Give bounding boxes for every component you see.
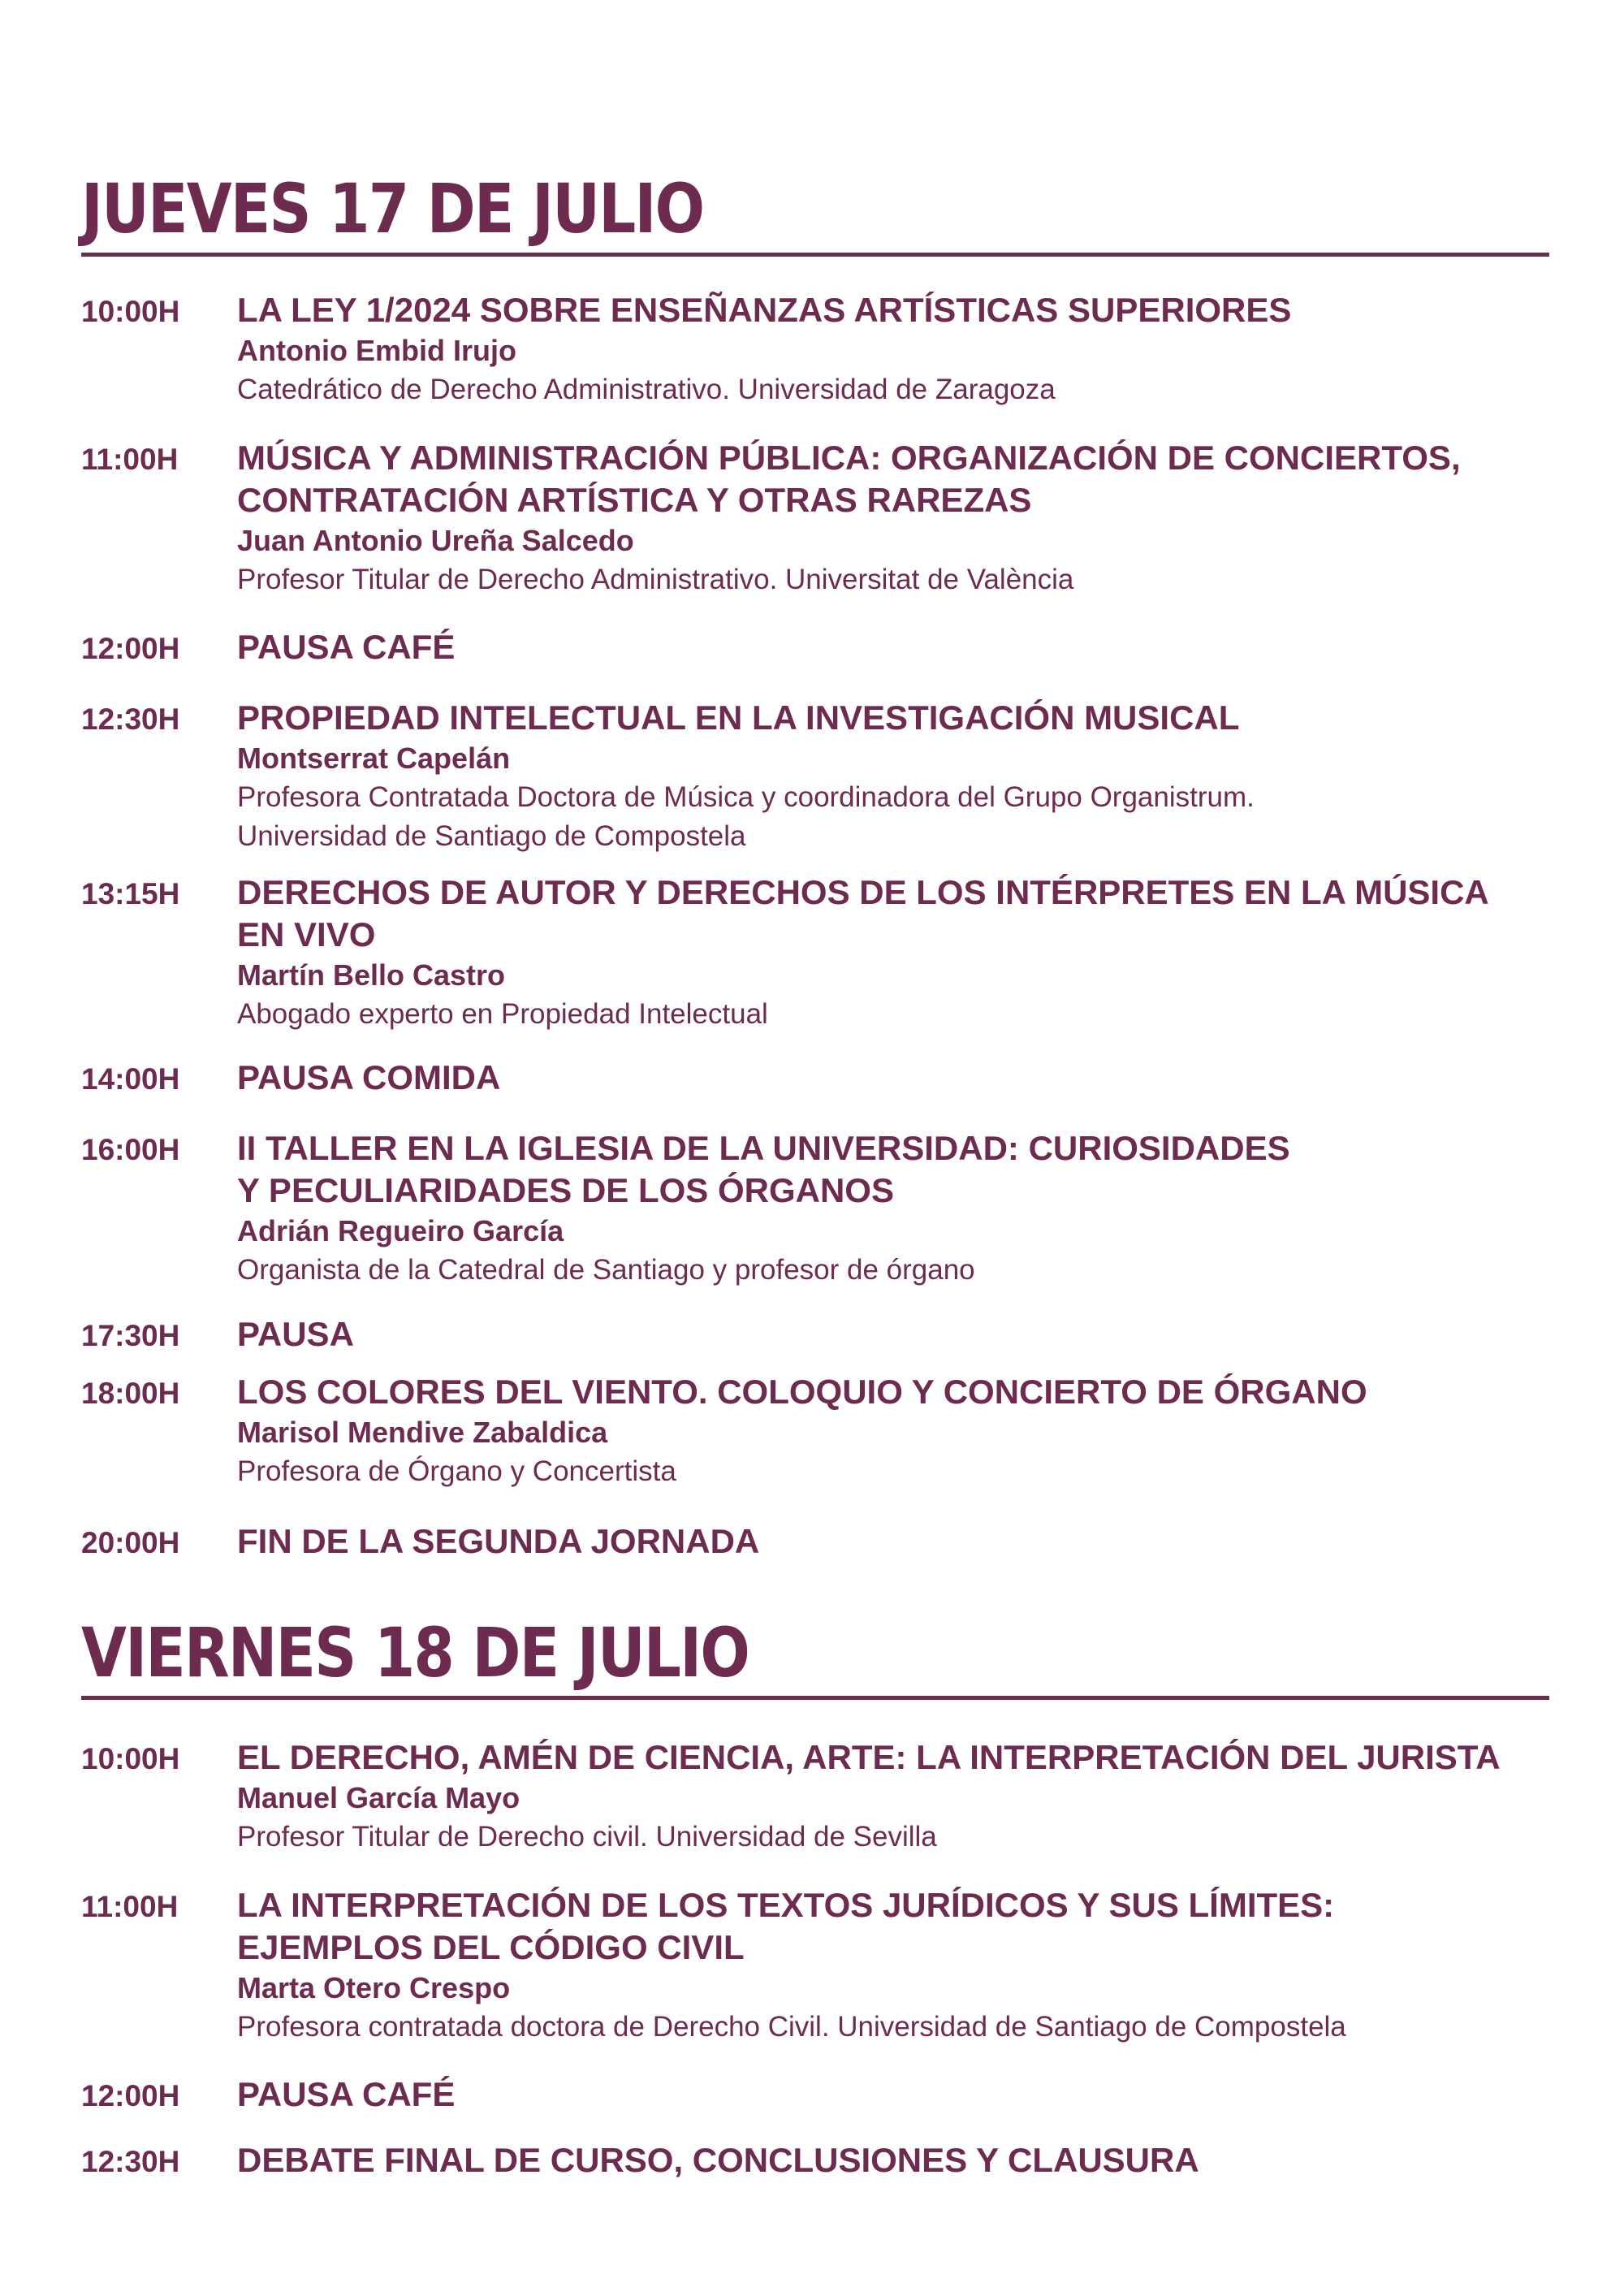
day-divider	[81, 253, 1549, 257]
session-title: DERECHOS DE AUTOR Y DERECHOS DE LOS INTÉRPRETES EN LA MÚSICA	[237, 873, 1489, 911]
session-title: PAUSA CAFÉ	[237, 2075, 456, 2113]
session-speaker: Antonio Embid Irujo	[237, 334, 516, 367]
session-time: 18:00H	[81, 1377, 180, 1410]
session-title: LA LEY 1/2024 SOBRE ENSEÑANZAS ARTÍSTICAS SUPERIORES	[237, 291, 1292, 329]
session-affiliation: Universidad de Santiago de Compostela	[237, 820, 746, 852]
session-title: PAUSA COMIDA	[237, 1058, 501, 1096]
session-title: FIN DE LA SEGUNDA JORNADA	[237, 1522, 760, 1560]
session-speaker: Adrián Regueiro García	[237, 1214, 564, 1247]
session-time: 14:00H	[81, 1062, 180, 1096]
day-heading-jueves: JUEVES 17 DE JULIO	[81, 169, 704, 249]
session-time: 17:30H	[81, 1319, 180, 1352]
session-time: 11:00H	[81, 443, 179, 476]
session-time: 12:00H	[81, 2079, 180, 2112]
session-affiliation: Catedrático de Derecho Administrativo. Universidad de Zaragoza	[237, 374, 1056, 405]
session-title: PROPIEDAD INTELECTUAL EN LA INVESTIGACIÓN MUSICAL	[237, 698, 1240, 737]
session-speaker: Juan Antonio Ureña Salcedo	[237, 524, 634, 557]
session-title: II TALLER EN LA IGLESIA DE LA UNIVERSIDAD: CURIOSIDADES	[237, 1129, 1290, 1167]
session-time: 12:30H	[81, 2145, 180, 2178]
session-speaker: Montserrat Capelán	[237, 742, 511, 775]
session-time: 16:00H	[81, 1133, 180, 1166]
session-title: CONTRATACIÓN ARTÍSTICA Y OTRAS RAREZAS	[237, 481, 1032, 519]
session-title: PAUSA CAFÉ	[237, 628, 456, 666]
session-time: 10:00H	[81, 295, 180, 328]
day-divider	[81, 1696, 1549, 1700]
session-affiliation: Organista de la Catedral de Santiago y profesor de órgano	[237, 1254, 975, 1286]
session-affiliation: Profesora contratada doctora de Derecho Civil. Universidad de Santiago de Compostela	[237, 2011, 1346, 2043]
session-title: EN VIVO	[237, 915, 376, 953]
session-title: LOS COLORES DEL VIENTO. COLOQUIO Y CONCIERTO DE ÓRGANO	[237, 1373, 1367, 1411]
session-title: PAUSA	[237, 1315, 354, 1353]
day-heading-viernes: VIERNES 18 DE JULIO	[81, 1613, 749, 1693]
session-affiliation: Profesora de Órgano y Concertista	[237, 1455, 676, 1487]
session-affiliation: Abogado experto en Propiedad Intelectual	[237, 998, 768, 1030]
session-title: Y PECULIARIDADES DE LOS ÓRGANOS	[237, 1171, 894, 1209]
session-title: EL DERECHO, AMÉN DE CIENCIA, ARTE: LA INTERPRETACIÓN DEL JURISTA	[237, 1738, 1501, 1776]
session-time: 12:00H	[81, 632, 180, 665]
session-affiliation: Profesor Titular de Derecho civil. Universidad de Sevilla	[237, 1821, 937, 1853]
session-title: DEBATE FINAL DE CURSO, CONCLUSIONES Y CLAUSURA	[237, 2141, 1199, 2179]
session-title: LA INTERPRETACIÓN DE LOS TEXTOS JURÍDICOS Y SUS LÍMITES:	[237, 1886, 1335, 1924]
session-speaker: Marisol Mendive Zabaldica	[237, 1416, 608, 1449]
session-speaker: Martín Bello Castro	[237, 958, 506, 992]
session-time: 11:00H	[81, 1890, 179, 1923]
session-speaker: Marta Otero Crespo	[237, 1971, 511, 2004]
session-title: EJEMPLOS DEL CÓDIGO CIVIL	[237, 1928, 745, 1966]
session-speaker: Manuel García Mayo	[237, 1781, 520, 1814]
session-time: 10:00H	[81, 1742, 180, 1775]
session-title: MÚSICA Y ADMINISTRACIÓN PÚBLICA: ORGANIZACIÓN DE CONCIERTOS,	[237, 439, 1461, 477]
session-time: 12:30H	[81, 703, 180, 736]
session-affiliation: Profesora Contratada Doctora de Música y coordinadora del Grupo Organistrum.	[237, 781, 1255, 813]
session-affiliation: Profesor Titular de Derecho Administrativo. Universitat de València	[237, 564, 1074, 595]
session-time: 20:00H	[81, 1526, 180, 1559]
session-time: 13:15H	[81, 877, 180, 910]
